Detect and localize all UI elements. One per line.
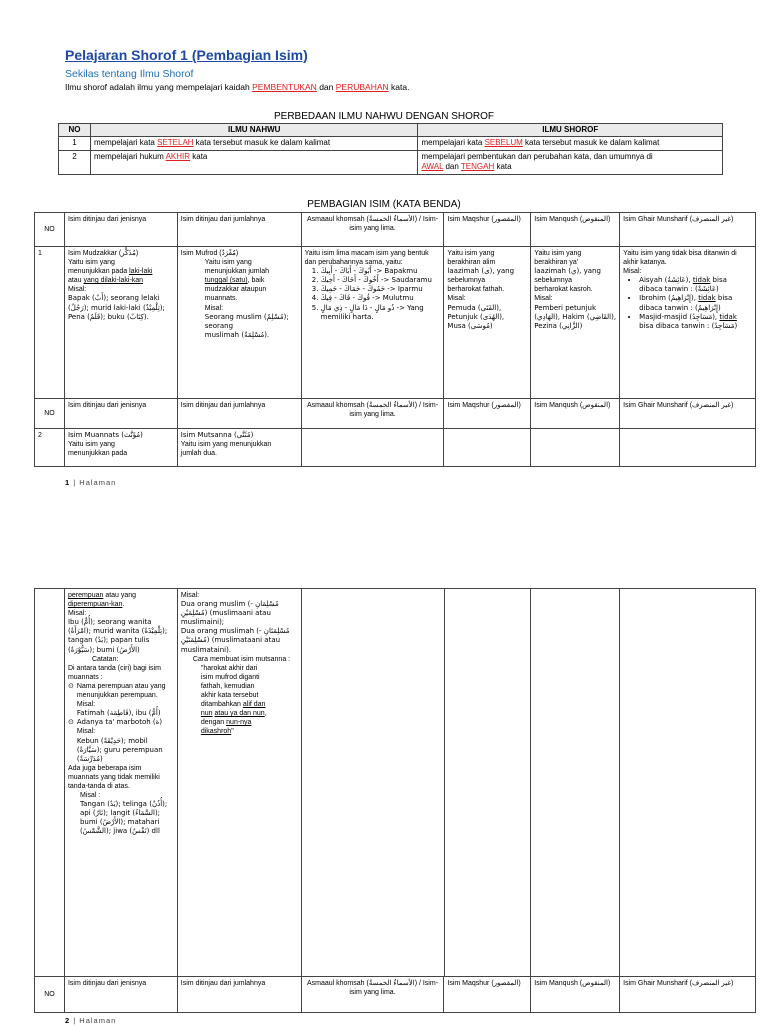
underlined-text: alif dan nun: [200, 701, 266, 718]
keyword: TENGAH: [460, 162, 495, 172]
header-manqush: Isim Manqush (المنقوص): [531, 399, 620, 429]
pembagian-row-2: [35, 429, 756, 467]
header-asmaaul: Asmaaul khomsah (الأسماءُ الخمسةُ) / Isim-isim yang lima.: [301, 977, 444, 1013]
page-number: 2: [65, 1016, 71, 1025]
comparison-row: [59, 150, 723, 174]
text: Misal:: [76, 701, 96, 709]
text: Nama perempuan atau yang menunjukkan perempuan.: [76, 682, 166, 700]
text: Misal:: [534, 295, 553, 303]
comparison-header-no: NO: [59, 124, 91, 137]
underlined-text: diperempuan-kan: [67, 601, 123, 609]
pembagian-table-continued: [34, 588, 756, 977]
note-label: Catatan:: [91, 655, 119, 663]
example-text: Tangan (يَدٌ); telinga (أُذُنٌ); api (نَارٌ); langit (السَّمَاءُ); bumi (الأَرْضُ); matahari (الشَّمْسُ); jiwa (نَفْسٌ) dll: [79, 800, 168, 836]
text: bisa dibaca tanwin : (إِبْرَاهِيمٌ): [639, 294, 733, 312]
comparison-no: 2: [59, 150, 91, 174]
header-manqush: Isim Manqush (المنقوص): [531, 977, 620, 1013]
intro-text-after: kata.: [388, 82, 410, 92]
text: laazimah (ى), yang: [447, 267, 515, 276]
intro-text-before: Ilmu shorof adalah ilmu yang mempelajari kaidah: [65, 82, 253, 92]
row1-jenis-cell: [64, 247, 177, 399]
keyword: SEBELUM: [484, 138, 523, 148]
header-ghair: Isim Ghair Munsharif (غير المنصرف): [620, 399, 756, 429]
list-item: 4. فُوكَ - فَاكَ - فِيكَ -> Mulutmu: [321, 294, 441, 303]
text: berakhiran ya': [534, 259, 579, 267]
asmaaul-list: [305, 267, 441, 322]
example-text: muslimah (مُسْلِمَةٌ).: [204, 330, 270, 339]
document-page-2: [0, 588, 768, 1024]
header-ghair: Isim Ghair Munsharif (غير المنصرف): [620, 213, 756, 247]
example-text: Pemberi petunjuk (الهَادِي), Hakim (القَاضِي), Pezina (الزَّانِي): [534, 303, 617, 330]
row1-manqush-cell: [531, 247, 620, 399]
row1-maqshur-cell: [444, 247, 531, 399]
text: Yaitu isim yang: [534, 250, 582, 257]
pembagian-header-row-page2: [35, 977, 756, 1013]
text: bisa dibaca tanwin : (مَسَاجِدٌ): [639, 321, 738, 330]
list-item: 5. ذُو مَالٍ - ذَا مَالٍ - ذِي مَالٍ -> Yang memiliki harta.: [321, 304, 441, 322]
text: Misal:: [447, 295, 466, 303]
header-jumlah: Isim ditinjau dari jumlahnya: [177, 977, 301, 1013]
pembagian-header-row: [35, 213, 756, 247]
comparison-header-nahwu: ILMU NAHWU: [90, 124, 417, 137]
text: muannats.: [204, 295, 238, 303]
header-ghair: Isim Ghair Munsharif (غير المنصرف): [620, 977, 756, 1013]
comparison-nahwu-cell: [90, 137, 417, 150]
example-text: Seorang muslim (مُسْلِمٌ); seorang: [204, 312, 289, 330]
underlined-text: laki-laki: [129, 268, 153, 276]
text: mempelajari kata: [421, 138, 485, 148]
example-text: Fatimah (فَاطِمَة), ibu (أُمٌّ): [76, 709, 161, 718]
asmaaul-intro: Yaitu isim lima macam isim yang bentuk dan perubahannya sama, yaitu:: [304, 250, 429, 267]
header-no: NO: [35, 399, 65, 429]
text: Misal:: [67, 610, 87, 618]
document-page-1: [0, 0, 768, 510]
comparison-shorof-cell: [418, 150, 723, 174]
text: mempelajari hukum: [93, 151, 166, 161]
empty-cell: [444, 589, 531, 977]
text: menunjukkan jumlah: [204, 268, 269, 276]
text: sebelumnya: [447, 277, 486, 285]
header-jumlah: Isim ditinjau dari jumlahnya: [177, 399, 301, 429]
example-text: Pemuda (الفَتَى),: [447, 303, 502, 312]
example-text: Petunjuk (الهُدَى),: [447, 312, 505, 321]
row1-no: 1: [35, 247, 65, 399]
header-asmaaul: Asmaaul khomsah (الأسماءُ الخمسةُ) / Isim-isim yang lima.: [301, 399, 444, 429]
keyword: AKHIR: [165, 151, 191, 161]
header-asmaaul: Asmaaul khomsah (الأسماءُ الخمسةُ) / Isim-isim yang lima.: [301, 213, 444, 247]
text: Misal:: [204, 304, 224, 312]
empty-cell: [531, 589, 620, 977]
text: berakhiran alim: [447, 259, 496, 267]
comparison-row: [59, 137, 723, 150]
comparison-table: [58, 123, 723, 175]
text: bisa dibaca tanwin : (عَائِشَةٌ): [639, 276, 727, 294]
text: mudzakkar ataupun: [204, 286, 267, 294]
header-jumlah: Isim ditinjau dari jumlahnya: [177, 213, 301, 247]
row1-jumlah-cell: [177, 247, 301, 399]
text: sebelumnya: [534, 277, 573, 285]
text: Yaitu isim yang: [67, 259, 115, 267]
page-number-1: 1 | Halaman: [65, 478, 117, 487]
comparison-no: 1: [59, 137, 91, 150]
row1-ghair-cell: [620, 247, 756, 399]
list-item: [639, 313, 752, 331]
page-number-2: 2 | Halaman: [65, 1016, 117, 1025]
header-manqush: Isim Manqush (المنقوص): [531, 213, 620, 247]
example-text: Pena (قَلَمٌ); buku (كِتَابٌ).: [67, 312, 149, 321]
text: dan: [443, 162, 461, 172]
example-text: Dua orang muslimah (مُسْلِمَتَانِ - مُسْلِمَتَيْنِ) (muslimataani atau muslimataini).: [180, 627, 290, 654]
keyword: AWAL: [421, 162, 444, 172]
document-intro: [65, 82, 409, 93]
text: Misal:: [623, 268, 642, 276]
header-jenis: Isim ditinjau dari jenisnya: [64, 213, 177, 247]
text: .: [122, 601, 125, 609]
text: kata tersebut masuk ke dalam kalimat: [522, 138, 660, 148]
example-text: Dua orang muslim (مُسْلِمَانِ - مُسْلِمَيْنِ) (muslimaani atau muslimaini);: [180, 600, 279, 627]
empty-cell: [620, 429, 756, 467]
text: kata tersebut masuk ke dalam kalimat: [193, 138, 331, 148]
underlined-text: tidak: [719, 312, 737, 321]
text: Misal:: [76, 728, 96, 736]
mutsanna-title: Isim Mutsanna (مُثَنَّى): [180, 431, 254, 439]
example-text: Kebun (حَدِيْقَةٌ); mobil (سَيَّارَةٌ); guru perempuan (مُدَرِّسَةٌ): [76, 736, 163, 763]
bullet-icon: ⊙: [67, 719, 74, 727]
list-item: 3. حَمُوكَ - حَمَاكَ - حَمِيكَ -> Iparmu: [321, 285, 441, 294]
text: menunjukkan pada: [67, 268, 130, 276]
mudzakkar-title: Isim Mudzakkar (مُذَكَّر): [67, 250, 139, 257]
header-maqshur: Isim Maqshur (المقصور): [444, 399, 531, 429]
ghair-list: [623, 276, 752, 331]
example-text: Ibu (أُمٌّ); seorang wanita (امْرَأَةٌ); murid wanita (تِلْمِيْذَةٌ); tangan (يَدٌ); papan tulis (سَبُّوْرَةٌ); bumi (الأَرْضُ): [67, 618, 168, 654]
text: Yaitu isim yang: [204, 259, 252, 267]
row2-no: 2: [35, 429, 65, 467]
list-item: [639, 294, 752, 312]
text: atau: [67, 277, 84, 285]
header-no: NO: [35, 977, 65, 1013]
empty-cell: [620, 589, 756, 977]
pembagian-header-footer-table: [34, 976, 756, 1013]
text: mempelajari kata: [93, 138, 158, 148]
header-maqshur: Isim Maqshur (المقصور): [444, 213, 531, 247]
text: menunjukkan pada: [67, 450, 128, 458]
list-item: [639, 276, 752, 294]
underlined-text: yang dilaki-laki-kan: [83, 277, 144, 285]
row1-asmaaul-cell: [301, 247, 444, 399]
bullet-icon: ⊙: [67, 682, 74, 690]
muannats-title: Isim Muannats (مُؤَنَّث): [67, 431, 143, 439]
intro-keyword-perubahan: PERUBAHAN: [335, 82, 389, 92]
list-item: [68, 718, 174, 763]
text: "harokat akhir dari isim mufrod diganti fathah, kemudian akhir kata tersebut ditambahkan: [200, 664, 260, 709]
comparison-header-shorof: ILMU SHOROF: [418, 124, 723, 137]
text: , dengan: [200, 710, 267, 727]
text: Yaitu isim yang menunjukkan: [180, 441, 272, 449]
text: berharokat kasroh.: [534, 286, 593, 294]
underlined-text: tidak: [692, 276, 711, 285]
text: jumlah dua.: [180, 450, 217, 458]
header-no: NO: [35, 213, 65, 247]
list-item: [68, 682, 174, 718]
text: laazimah (ي), yang: [534, 267, 601, 276]
example-text: Bapak (أَبٌ); seorang lelaki (رَجُلٌ); murid laki-laki (تِلْمِيْذٌ);: [67, 294, 165, 312]
empty-cell: [531, 429, 620, 467]
underlined-text: tunggal (satu): [204, 277, 248, 285]
example-text: Musa (مُوسَى): [447, 321, 493, 330]
empty-cell: [35, 589, 65, 977]
mufrod-title: Isim Mufrod (مُفْرَدٌ): [180, 250, 239, 257]
comparison-heading: PERBEDAAN ILMU NAHWU DENGAN SHOROF: [273, 111, 495, 122]
underlined-text: nun-nya dikashroh: [200, 719, 252, 736]
text: ": [231, 728, 234, 736]
header-jenis: Isim ditinjau dari jenisnya: [64, 977, 177, 1013]
text: kata: [190, 151, 208, 161]
row2-jumlah-cell: [177, 429, 301, 467]
document-title: Pelajaran Shorof 1 (Pembagian Isim): [65, 47, 308, 63]
list-item: 2. أَخُوكَ - أَخَاكَ - أَخِيكَ -> Saudaramu: [321, 276, 441, 285]
underlined-text: tidak: [698, 294, 716, 303]
text: berharokat fathah.: [447, 286, 505, 294]
text: mempelajari pembentukan dan perubahan kata, dan umumnya di: [421, 151, 653, 161]
page-label: Halaman: [79, 1016, 117, 1025]
empty-cell: [301, 589, 444, 977]
text: atau yang: [103, 592, 137, 599]
text: Ibrohim (إِبْرَاهِيمُ),: [639, 294, 699, 303]
empty-cell: [444, 429, 531, 467]
pembagian-header-row-repeat: [35, 399, 756, 429]
text: Masjid-masjid (مَسَاجِدُ),: [639, 312, 720, 321]
page-gap: [0, 510, 768, 588]
row2-jumlah-continued: [177, 589, 301, 977]
underlined-text: atau ya dan nun: [214, 710, 265, 718]
document-subtitle: Sekilas tentang Ilmu Shorof: [65, 68, 194, 80]
page-number: 1: [65, 478, 71, 487]
row2-jenis-cell: [64, 429, 177, 467]
header-jenis: Isim ditinjau dari jenisnya: [64, 399, 177, 429]
text: Yaitu isim yang tidak bisa ditanwin di akhir katanya.: [623, 250, 737, 267]
text: Di antara tanda (ciri) bagi isim muannats :: [67, 664, 161, 681]
text: , baik: [247, 277, 265, 285]
intro-keyword-pembentukan: PEMBENTUKAN: [252, 82, 317, 92]
pembagian-row-2-continued: [35, 589, 756, 977]
text: Yaitu isim yang: [447, 250, 495, 257]
text: Misal:: [180, 592, 200, 599]
text: Misal :: [79, 792, 101, 800]
text: Cara membuat isim mutsanna :: [192, 655, 291, 663]
underlined-text: perempuan: [67, 592, 104, 599]
mutsanna-rule: [181, 664, 269, 737]
pembagian-table: [34, 212, 756, 467]
row2-jenis-continued: [64, 589, 177, 977]
empty-cell: [301, 429, 444, 467]
header-maqshur: Isim Maqshur (المقصور): [444, 977, 531, 1013]
keyword: SETELAH: [157, 138, 194, 148]
comparison-nahwu-cell: [90, 150, 417, 174]
text: kata: [494, 162, 512, 172]
text: Yaitu isim yang: [67, 441, 115, 449]
intro-text-mid: dan: [316, 82, 336, 92]
comparison-header-row: [59, 124, 723, 137]
comparison-shorof-cell: [418, 137, 723, 150]
text: Aisyah (عَائِشَةُ),: [639, 276, 693, 285]
page-label: Halaman: [79, 478, 117, 487]
text: Misal:: [67, 286, 87, 294]
pembagian-heading: PEMBAGIAN ISIM (KATA BENDA): [307, 199, 461, 210]
text: Ada juga beberapa isim muannats yang tidak memiliki tanda-tanda di atas.: [67, 764, 160, 790]
text: Adanya ta' marbotoh (ة): [76, 718, 163, 727]
list-item: 1. أَبُوكَ - أَبَاكَ - أَبِيكَ -> Bapakmu: [321, 267, 441, 276]
pembagian-row-1: [35, 247, 756, 399]
